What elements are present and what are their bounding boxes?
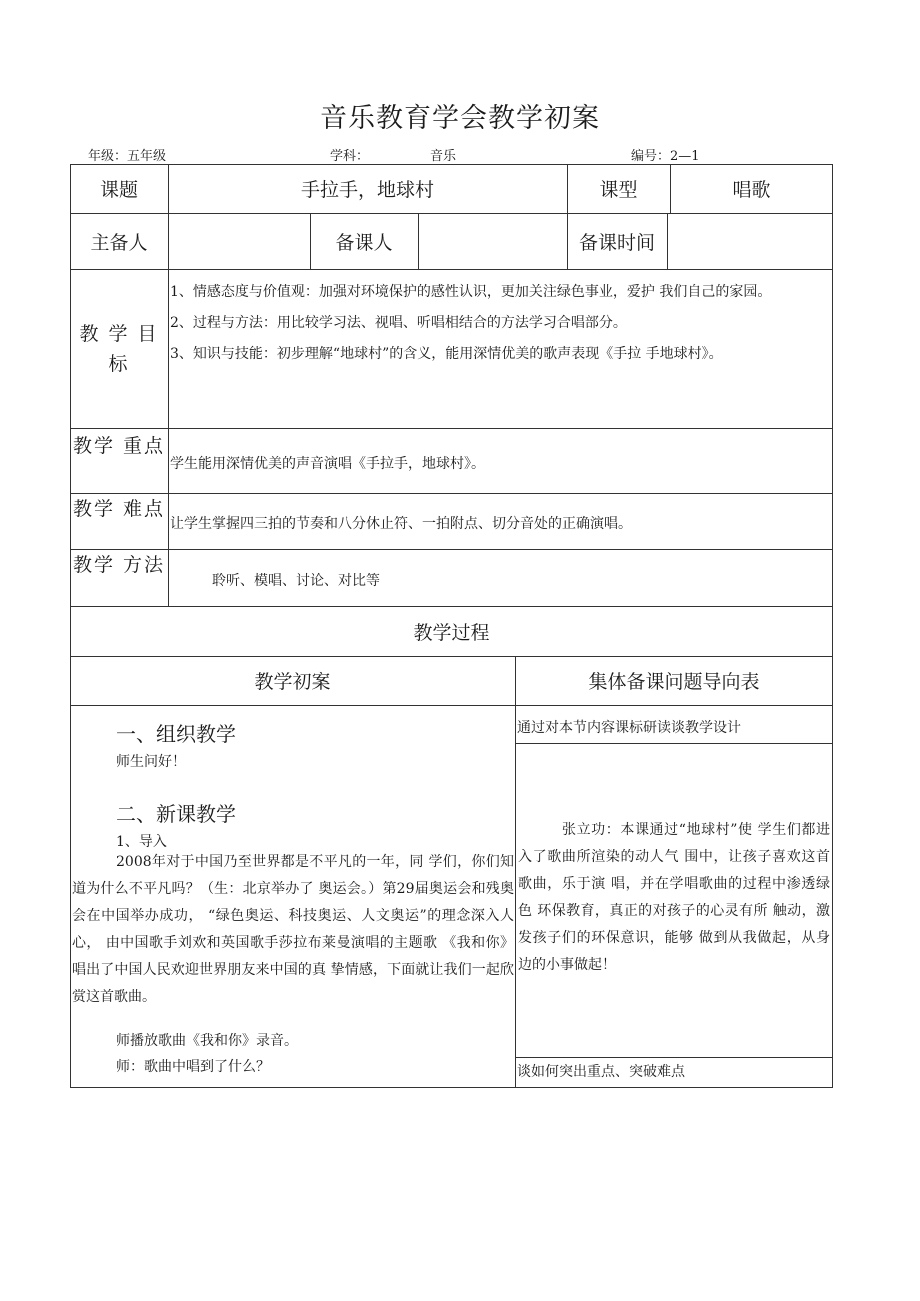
play-song-text: 师播放歌曲《我和你》录音。	[116, 1033, 298, 1049]
prep-time-label: 备课时间	[578, 231, 655, 254]
process-header: 教学过程	[413, 621, 490, 644]
section-organize-heading: 一、组织教学	[116, 722, 236, 746]
row-divider	[70, 705, 833, 706]
row-divider	[70, 493, 833, 494]
section-new-lesson-heading: 二、新课教学	[116, 802, 236, 826]
intro-subheading: 1、导入	[116, 834, 167, 850]
page-title: 音乐教育学会教学初案	[320, 103, 600, 134]
method-label: 教学 方法	[72, 554, 166, 576]
difficulty-label: 教学 难点	[72, 498, 166, 520]
row-divider	[70, 269, 833, 270]
row-divider	[70, 549, 833, 550]
key-difficulty-prompt: 谈如何突出重点、突破难点	[517, 1064, 685, 1080]
peer-comment: 张立功：本课通过“地球村”使 学生们都进入了歌曲所渲染的动人气 围中，让孩子喜欢这首歌曲，乐于演 唱，并在学唱歌曲的过程中渗透绿色 环保教育，真正的对孩子的心灵有所 触动，激发孩子们的环保意识，能够 做到从我做起，从身边的小事做起！	[518, 822, 830, 973]
goal-item: 1、情感态度与价值观：加强对环境保护的感性认识，更加关注绿色事业，爱护 我们自己的家园。	[170, 284, 772, 300]
curriculum-study-prompt: 通过对本节内容课标研读谈教学设计	[517, 720, 741, 736]
row-divider	[70, 428, 833, 429]
co-preparer-value	[418, 213, 567, 269]
goals-label: 教 学 目 标	[79, 323, 159, 375]
greeting-text: 师生问好！	[116, 754, 186, 770]
prep-time-value	[667, 213, 833, 269]
lead-preparer-label: 主备人	[90, 231, 148, 254]
lead-preparer-value	[168, 213, 310, 269]
key-points-label: 教学 重点	[72, 435, 166, 457]
type-value: 唱歌	[732, 179, 771, 201]
subject-value: 音乐	[430, 149, 457, 164]
grade-label: 年级：五年级	[88, 149, 167, 164]
key-points-value: 学生能用深情优美的声音演唱《手拉手，地球村》。	[170, 456, 485, 472]
subject-label: 学科：	[330, 149, 370, 164]
goals-list	[170, 277, 826, 370]
question-text: 师：歌曲中唱到了什么？	[116, 1059, 270, 1075]
topic-label: 课题	[99, 179, 138, 201]
topic-value: 手拉手，地球村	[300, 179, 434, 201]
method-value: 聆听、模唱、讨论、对比等	[212, 573, 380, 589]
type-label: 课型	[599, 179, 638, 201]
goal-item: 3、知识与技能：初步理解“地球村”的含义，能用深情优美的歌声表现《手拉 手地球村》。	[170, 346, 723, 362]
goal-item: 2、过程与方法：用比较学习法、视唱、听唱相结合的方法学习合唱部分。	[170, 315, 627, 331]
doc-number: 编号：2—1	[631, 149, 700, 164]
left-column-header: 教学初案	[254, 671, 331, 693]
right-column-header: 集体备课问题导向表	[588, 671, 760, 693]
row-divider	[515, 1057, 833, 1058]
difficulty-value: 让学生掌握四三拍的节奏和八分休止符、一拍附点、切分音处的正确演唱。	[170, 516, 632, 532]
co-preparer-label: 备课人	[335, 231, 393, 254]
row-divider	[515, 743, 833, 744]
intro-paragraph: 2008年对于中国乃至世界都是不平凡的一年，同 学们，你们知道为什么不平凡吗？（生：北京举办了 奥运会。）第29届奥运会和残奥会在中国举办成功， “绿色奥运、科技奥运、人文奥运”的理念深入人心， 由中国歌手刘欢和英国歌手莎拉布莱曼演唱的主题歌 《我和你》唱出了中国人民欢迎世界朋友来中国的真 挚情感，下面就让我们一起欣赏这首歌曲。	[72, 854, 514, 1005]
